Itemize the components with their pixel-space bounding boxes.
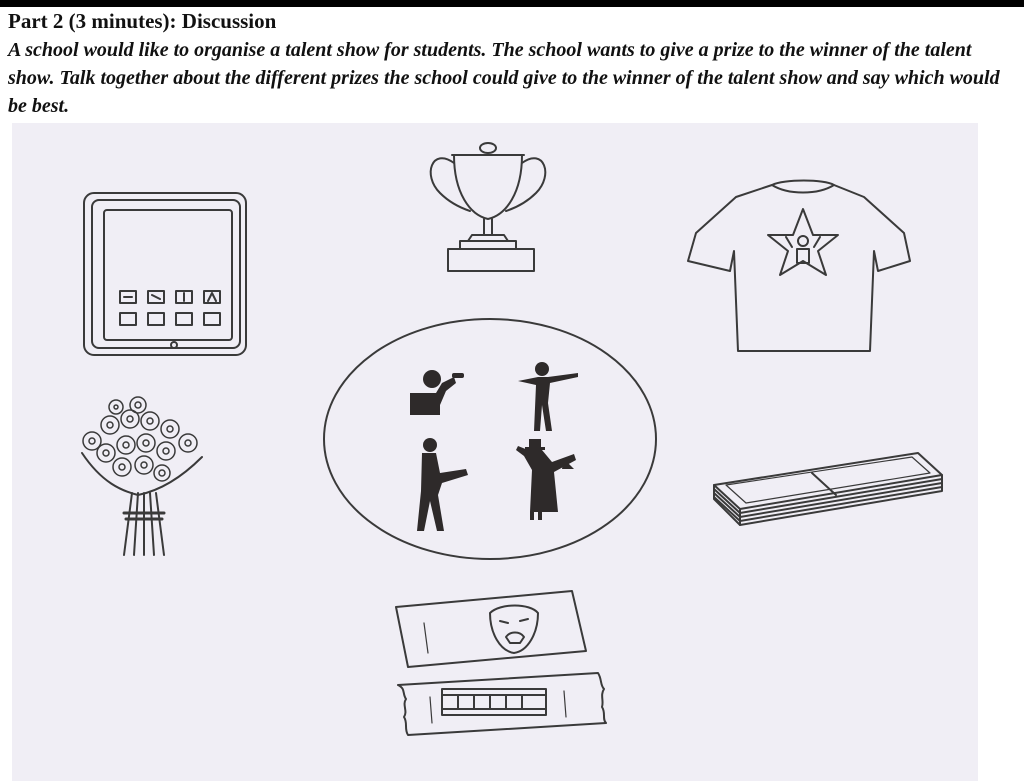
t-shirt-icon <box>688 181 910 352</box>
prize-illustration <box>12 123 978 781</box>
flower-bouquet-icon <box>82 397 202 555</box>
theatre-ticket-icon <box>396 591 586 667</box>
talent-performers-icon <box>324 319 656 559</box>
money-stack-icon <box>714 453 942 525</box>
header-bar <box>0 0 1024 7</box>
cinema-ticket-icon <box>398 673 606 735</box>
trophy-icon <box>431 143 546 271</box>
page-margin <box>978 123 1024 783</box>
tablet-icon <box>84 193 246 355</box>
task-title: Part 2 (3 minutes): Discussion <box>8 9 277 33</box>
task-prompt: A school would like to organise a talent show for students. The school wants to give a prize to the winner of the talent show. Talk together about the different prizes the school could give to the winner of the talent show and say which would be best. <box>8 39 1000 117</box>
